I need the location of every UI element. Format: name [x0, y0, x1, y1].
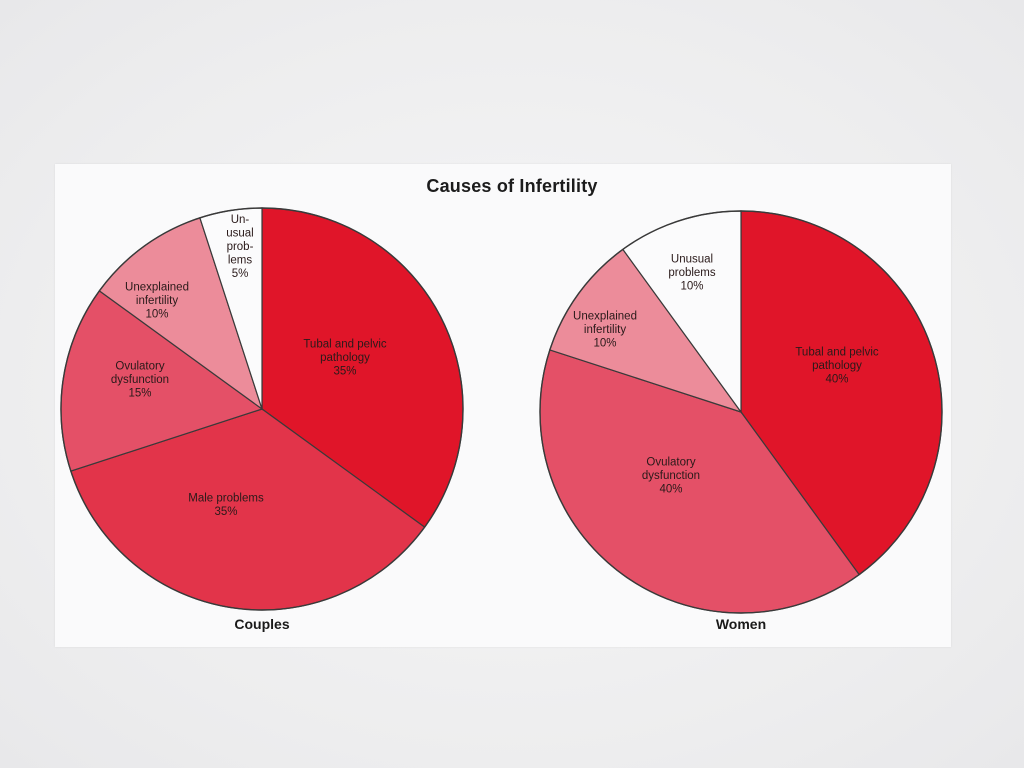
slice-label-unusual-problems: Un-usual prob-lems 5%: [226, 214, 254, 280]
chart-title: Causes of Infertility: [426, 176, 598, 196]
slice-label-ovulatory-dysfunction: Ovulatory dysfunction 40%: [641, 456, 701, 496]
slice-label-male-problems: Male problems 35%: [188, 492, 264, 518]
slice-label-unusual-problems: Unusual problems 10%: [668, 253, 716, 293]
slice-label-ovulatory-dysfunction: Ovulatory dysfunction 15%: [110, 360, 170, 400]
pie-chart-couples: [61, 208, 463, 610]
chart-caption-women: Women: [715, 616, 767, 632]
slice-label-unexplained-infertility: Unexplained infertility 10%: [125, 281, 189, 321]
slice-label-tubal-and-pelvic-pathology: Tubal and pelvic pathology 40%: [795, 346, 879, 386]
slice-label-tubal-and-pelvic-pathology: Tubal and pelvic pathology 35%: [303, 338, 387, 378]
pie-chart-women: [540, 211, 942, 613]
slice-label-unexplained-infertility: Unexplained infertility 10%: [573, 310, 637, 350]
chart-caption-couples: Couples: [234, 616, 290, 632]
